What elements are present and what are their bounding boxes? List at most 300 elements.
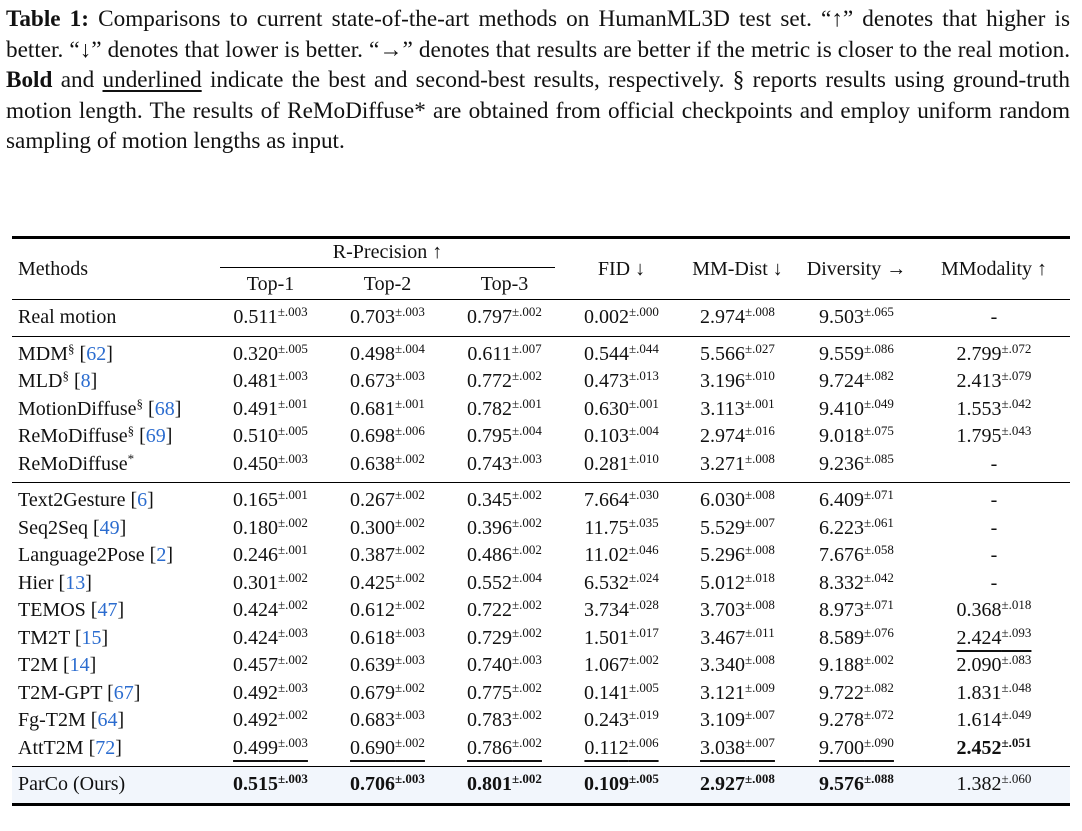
method-name: MDM§ [62] [18, 340, 113, 365]
table-row [12, 597, 1070, 625]
cell-value-wrap [700, 599, 775, 621]
cell-value-wrap [233, 599, 308, 621]
cell-mm-dist [680, 368, 795, 396]
cell-std: ±.002 [629, 652, 659, 668]
cell-diversity [795, 767, 918, 805]
cell-std: ±.060 [1001, 771, 1032, 787]
method-name: T2M [14] [18, 654, 97, 677]
cell-value-wrap [700, 544, 775, 566]
cell-top2 [329, 515, 446, 543]
cell-value: 3.196 [700, 370, 746, 393]
table-row [12, 625, 1070, 653]
cell-std: ±.013 [629, 368, 659, 384]
cell-value-wrap [957, 773, 1032, 795]
cell-mmodality [918, 396, 1070, 424]
cell-std: ±.001 [278, 542, 308, 558]
cell-value: 3.113 [700, 397, 745, 420]
cell-value: 9.576 [819, 773, 865, 796]
cell-diversity [795, 515, 918, 543]
cell-value-wrap [233, 709, 308, 731]
cell-value-wrap [467, 734, 542, 759]
method-name [12, 767, 212, 805]
cell-value: - [990, 306, 998, 329]
cell-value: 9.503 [819, 306, 865, 329]
cell-value: 2.413 [956, 370, 1002, 393]
cell-value-wrap [350, 489, 425, 511]
cell-std: ±.002 [512, 304, 542, 320]
cell-value: 0.492 [233, 681, 279, 704]
cell-top3 [446, 300, 563, 337]
table-row [12, 300, 1070, 337]
cell-value: 7.664 [584, 489, 630, 512]
cell-top2 [329, 368, 446, 396]
method-name: TEMOS [47] [18, 599, 125, 622]
cell-value-wrap [991, 544, 998, 566]
cell-std: ±.006 [628, 734, 659, 750]
cell-std: ±.083 [1001, 652, 1032, 668]
cell-value: 0.783 [467, 709, 513, 732]
cell-value: 0.681 [350, 397, 396, 420]
cell-value-wrap [584, 489, 659, 511]
cell-value: 7.676 [819, 544, 865, 567]
cell-std: ±.002 [278, 569, 308, 585]
cell-value-wrap [233, 370, 308, 392]
citation-link[interactable]: 69 [145, 425, 166, 448]
cell-value-wrap [819, 679, 894, 704]
cell-value-wrap [350, 450, 425, 475]
cell-diversity [795, 597, 918, 625]
cell-mmodality [918, 423, 1070, 451]
cell-mmodality [918, 652, 1070, 680]
cell-std: ±.072 [1001, 340, 1032, 356]
cell-mmodality [918, 483, 1070, 515]
cell-std: ±.006 [395, 423, 425, 439]
cell-diversity [795, 483, 918, 515]
cell-top3 [446, 483, 563, 515]
cell-value-wrap [584, 569, 659, 594]
method-name: AttT2M [72] [18, 736, 122, 759]
cell-value: 1.831 [956, 681, 1002, 704]
cell-value: 0.729 [467, 626, 513, 649]
cell-value-wrap [819, 370, 894, 392]
cell-value-wrap [350, 544, 425, 566]
cell-value-wrap [819, 425, 894, 447]
method-label: TM2T [18, 626, 70, 649]
cell-top2 [329, 423, 446, 451]
cell-value: 0.424 [233, 626, 279, 649]
cell-value: 9.722 [819, 681, 865, 704]
cell-value: 0.679 [350, 681, 396, 704]
cell-mmodality [918, 542, 1070, 570]
cell-value-wrap [350, 425, 425, 447]
table-caption [6, 4, 1070, 157]
cell-std: ±.003 [395, 624, 425, 640]
cell-value: 0.492 [233, 709, 279, 732]
cell-top1 [212, 368, 329, 396]
cell-fid [563, 570, 680, 598]
table-row [12, 483, 1070, 515]
cell-value-wrap [700, 489, 775, 511]
table-row [12, 652, 1070, 680]
header-top1: Top-1 [246, 272, 295, 295]
cell-value: 0.387 [350, 544, 396, 567]
caption-text: indicate the best and second-best results, respectively. § reports results using ground-truth motion length. The results of ReMoDiffuse* are obtained from official checkpoints and employ uniform random sampling of motion lengths as input. [6, 67, 1070, 155]
cell-std: ±.002 [512, 542, 542, 558]
cell-value-wrap [957, 425, 1032, 447]
cell-top2 [329, 483, 446, 515]
caption-underlined-word: underlined [102, 67, 202, 94]
cell-value: 0.141 [584, 681, 630, 704]
method-name: Seq2Seq [49] [18, 516, 127, 539]
method-label: T2M [18, 654, 58, 677]
cell-mm-dist [680, 542, 795, 570]
cell-value: 8.589 [819, 626, 865, 649]
citation-link[interactable]: 13 [65, 571, 86, 594]
cell-top2 [329, 652, 446, 680]
cell-value-wrap [584, 734, 659, 759]
cell-value: 0.639 [350, 654, 396, 677]
cell-mmodality [918, 451, 1070, 483]
cell-top2 [329, 597, 446, 625]
table-row [12, 735, 1070, 767]
cell-value: 0.544 [584, 342, 630, 365]
cell-std: ±.005 [629, 679, 659, 695]
table-row [12, 336, 1070, 368]
method-label: Real motion [18, 306, 117, 329]
cell-value: 6.409 [819, 489, 865, 512]
cell-std: ±.002 [395, 679, 425, 695]
cell-value-wrap [819, 734, 894, 759]
cell-value-wrap [467, 624, 542, 649]
method-label: Language2Pose [18, 544, 145, 567]
citation-link[interactable]: 6 [137, 489, 148, 512]
cell-std: ±.019 [629, 707, 659, 723]
cell-value: 0.612 [350, 599, 396, 622]
cell-std: ±.000 [629, 304, 659, 320]
cell-mmodality [918, 625, 1070, 653]
cell-value: 11.02 [584, 544, 629, 567]
cell-std: ±.002 [512, 514, 542, 530]
cell-value-wrap [584, 773, 659, 795]
cell-value-wrap [700, 450, 775, 475]
cell-std: ±.008 [745, 487, 775, 503]
method-label: ParCo (Ours) [18, 773, 126, 796]
cell-value-wrap [700, 709, 775, 731]
method-name: ReMoDiffuse§ [69] [18, 423, 173, 448]
cell-std: ±.082 [864, 679, 894, 695]
cell-fid [563, 423, 680, 451]
cell-value-wrap [819, 544, 894, 566]
citation-link[interactable]: 8 [80, 370, 91, 393]
cell-mm-dist [680, 451, 795, 483]
cell-fid [563, 368, 680, 396]
cell-value: 9.018 [819, 425, 865, 448]
cell-value: 0.706 [350, 773, 396, 796]
cell-value: 0.457 [233, 654, 279, 677]
cell-std: ±.042 [864, 569, 894, 585]
cell-value-wrap [957, 654, 1032, 676]
cell-value: 9.188 [819, 654, 865, 677]
cell-top1 [212, 570, 329, 598]
cell-std: ±.002 [512, 624, 542, 640]
cell-value-wrap [956, 395, 1032, 420]
cell-value: 6.030 [700, 489, 746, 512]
cell-value: 0.300 [350, 516, 396, 539]
cell-mmodality [918, 336, 1070, 368]
header-diversity: Diversity → [806, 257, 907, 280]
cell-std: ±.007 [511, 340, 542, 356]
cell-value: 0.424 [233, 599, 279, 622]
cell-value: 0.618 [350, 626, 396, 649]
cell-value-wrap [700, 734, 775, 759]
cell-value-wrap [819, 599, 894, 621]
cell-mm-dist [680, 300, 795, 337]
cell-value-wrap [700, 654, 775, 676]
method-name: MotionDiffuse§ [68] [18, 395, 182, 420]
cell-value-wrap [957, 709, 1032, 731]
cell-top1 [212, 542, 329, 570]
cell-std: ±.003 [278, 368, 308, 384]
method-label: ReMoDiffuse [18, 425, 128, 448]
cell-std: ±.002 [278, 652, 308, 668]
cell-value: 0.611 [467, 342, 512, 365]
cell-value: 5.566 [700, 342, 746, 365]
method-label: Hier [18, 571, 54, 594]
method-label: T2M-GPT [18, 681, 103, 704]
cell-value: 0.368 [956, 599, 1002, 622]
cell-std: ±.058 [864, 542, 894, 558]
cell-value-wrap [233, 450, 308, 475]
cell-std: ±.008 [745, 771, 775, 787]
cell-value: 9.559 [819, 342, 865, 365]
cell-std: ±.003 [395, 368, 425, 384]
cell-mmodality [918, 515, 1070, 543]
cell-std: ±.002 [395, 569, 425, 585]
cell-value-wrap [584, 709, 659, 731]
cell-diversity [795, 570, 918, 598]
cell-value-wrap [467, 395, 542, 420]
cell-std: ±.007 [745, 734, 775, 750]
citation-link[interactable]: 64 [97, 709, 118, 732]
cell-value-wrap [350, 569, 425, 594]
cell-top3 [446, 680, 563, 708]
cell-value: 0.698 [350, 425, 396, 448]
method-label: ReMoDiffuse [18, 452, 128, 475]
cell-std: ±.004 [629, 423, 659, 439]
cell-std: ±.001 [629, 395, 659, 411]
cell-std: ±.090 [864, 734, 894, 750]
cell-std: ±.082 [864, 368, 894, 384]
cell-value-wrap [819, 773, 894, 795]
cell-top3 [446, 652, 563, 680]
cell-top1 [212, 597, 329, 625]
table-header [12, 238, 1070, 300]
cell-value-wrap [584, 306, 659, 328]
cell-value-wrap [467, 679, 542, 704]
cell-value-wrap [700, 773, 775, 795]
method-label: TEMOS [18, 599, 86, 622]
cell-std: ±.003 [278, 771, 308, 787]
cell-std: ±.003 [395, 304, 425, 320]
cell-value: 0.630 [584, 397, 630, 420]
cell-std: ±.002 [278, 597, 308, 613]
cell-diversity [795, 451, 918, 483]
cell-top1 [212, 652, 329, 680]
method-footnote-mark: § [136, 395, 144, 411]
cell-value: 0.638 [350, 452, 396, 475]
cell-value: 2.090 [956, 654, 1002, 677]
cell-diversity [795, 625, 918, 653]
cell-value: 3.271 [700, 452, 746, 475]
cell-top3 [446, 767, 563, 805]
method-name: Language2Pose [2] [18, 544, 173, 567]
cell-std: ±.027 [745, 340, 775, 356]
cell-value-wrap [700, 340, 775, 365]
cell-std: ±.002 [864, 652, 894, 668]
cell-value: 0.425 [350, 571, 396, 594]
citation-link[interactable]: 15 [81, 626, 102, 649]
cell-diversity [795, 396, 918, 424]
cell-value: 0.109 [584, 773, 630, 796]
cell-value: 9.724 [819, 370, 865, 393]
cell-value-wrap [350, 514, 425, 539]
header-mmodality: MModality ↑ [940, 257, 1048, 280]
table-row [12, 542, 1070, 570]
cell-fid [563, 597, 680, 625]
cell-value-wrap [467, 489, 542, 511]
citation-link[interactable]: 67 [113, 681, 134, 704]
cell-value-wrap [957, 370, 1032, 392]
cell-std: ±.088 [864, 771, 894, 787]
method-label: AttT2M [18, 736, 84, 759]
cell-value: 3.703 [700, 599, 746, 622]
cell-value: 0.103 [584, 425, 630, 448]
cell-std: ±.002 [512, 707, 542, 723]
cell-value: 0.002 [584, 306, 630, 329]
cell-value-wrap [350, 709, 425, 731]
cell-value: 0.320 [233, 342, 279, 365]
cell-value-wrap [700, 425, 775, 447]
cell-std: ±.010 [629, 450, 659, 466]
caption-bold-word: Bold [6, 67, 53, 94]
citation-link[interactable]: 2 [156, 544, 167, 567]
cell-std: ±.046 [628, 542, 659, 558]
cell-std: ±.003 [395, 652, 425, 668]
cell-value-wrap [584, 514, 659, 539]
cell-value-wrap [233, 425, 308, 447]
cell-std: ±.008 [745, 450, 775, 466]
cell-top2 [329, 735, 446, 767]
cell-std: ±.018 [1001, 597, 1032, 613]
cell-std: ±.002 [278, 514, 308, 530]
cell-fid [563, 542, 680, 570]
cell-value-wrap [233, 544, 308, 566]
cell-value-wrap [233, 489, 308, 511]
citation-link[interactable]: 47 [97, 599, 118, 622]
cell-value-wrap [467, 370, 542, 392]
cell-top3 [446, 423, 563, 451]
cell-std: ±.061 [864, 514, 894, 530]
table-row [12, 368, 1070, 396]
cell-std: ±.002 [395, 450, 425, 466]
cell-top1 [212, 735, 329, 767]
cell-std: ±.049 [1001, 707, 1032, 723]
cell-top3 [446, 597, 563, 625]
citation-link[interactable]: 14 [69, 654, 90, 677]
cell-value-wrap [584, 654, 659, 676]
cell-std: ±.003 [278, 734, 308, 750]
cell-diversity [795, 300, 918, 337]
cell-value-wrap [467, 514, 542, 539]
cell-value: 3.038 [700, 736, 746, 759]
cell-top3 [446, 396, 563, 424]
cell-value-wrap [819, 514, 894, 539]
method-footnote-mark: § [68, 340, 75, 356]
cell-value-wrap [233, 306, 307, 328]
cell-value: 3.734 [584, 599, 630, 622]
cell-top3 [446, 735, 563, 767]
cell-std: ±.017 [629, 624, 659, 640]
cell-mmodality [918, 767, 1070, 805]
cell-std: ±.048 [1001, 679, 1032, 695]
cell-value-wrap [350, 306, 425, 328]
citation-link[interactable]: 68 [154, 397, 175, 420]
cell-value-wrap [233, 734, 308, 759]
results-table-container [12, 236, 1070, 806]
cell-value: 0.473 [584, 370, 630, 393]
cell-top1 [212, 707, 329, 735]
cell-std: ±.003 [512, 450, 542, 466]
cell-std: ±.076 [864, 624, 894, 640]
header-top2: Top-2 [363, 272, 412, 295]
cell-top2 [329, 707, 446, 735]
cell-top3 [446, 368, 563, 396]
cell-value-wrap [956, 624, 1032, 649]
cell-value: 8.332 [819, 571, 865, 594]
cell-value: 2.927 [700, 773, 746, 796]
cell-value: 0.740 [467, 654, 513, 677]
cell-top1 [212, 515, 329, 543]
cell-top2 [329, 570, 446, 598]
cell-value: 1.382 [956, 773, 1002, 796]
citation-link[interactable]: 62 [86, 342, 107, 365]
cell-value: 1.795 [956, 425, 1002, 448]
cell-fid [563, 300, 680, 337]
cell-std: ±.003 [395, 771, 425, 787]
method-name [12, 300, 212, 337]
cell-std: ±.065 [864, 304, 894, 320]
cell-value-wrap [819, 569, 894, 594]
citation-link[interactable]: 72 [95, 736, 116, 759]
cell-std: ±.075 [864, 423, 894, 439]
cell-diversity [795, 336, 918, 368]
cell-mmodality [918, 680, 1070, 708]
cell-value: 3.121 [700, 681, 746, 704]
cell-fid [563, 336, 680, 368]
cell-mmodality [918, 735, 1070, 767]
cell-std: ±.018 [745, 569, 775, 585]
cell-value: 8.973 [819, 599, 865, 622]
cell-value: 2.974 [700, 306, 746, 329]
cell-top3 [446, 336, 563, 368]
cell-std: ±.008 [745, 597, 775, 613]
citation-link[interactable]: 49 [99, 516, 120, 539]
cell-top2 [329, 396, 446, 424]
cell-fid [563, 396, 680, 424]
cell-value: 11.75 [584, 516, 629, 539]
cell-value: - [990, 452, 998, 475]
cell-top3 [446, 515, 563, 543]
